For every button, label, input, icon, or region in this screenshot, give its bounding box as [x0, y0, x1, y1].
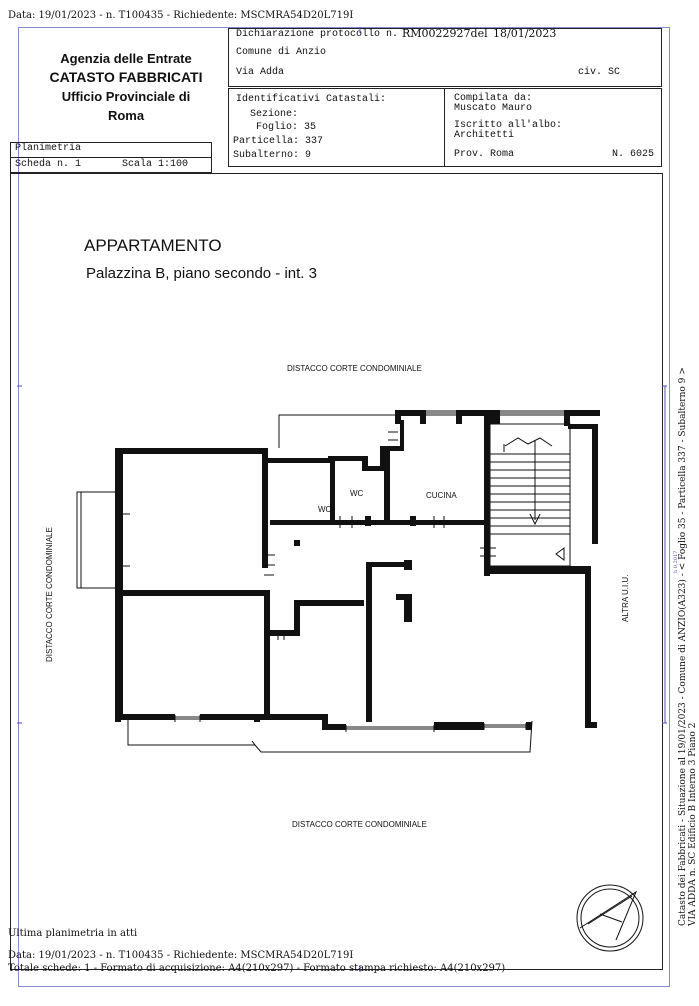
- distacco-left-label: DISTACCO CORTE CONDOMINIALE: [45, 527, 54, 662]
- compilata-name: Muscato Mauro: [454, 103, 533, 114]
- declaration-label: Dichiarazione protocollo n.: [236, 29, 399, 40]
- room-cucina-label: CUCINA: [426, 491, 457, 500]
- scala-label: Scala 1:100: [122, 159, 189, 170]
- via-label: Via Adda: [236, 67, 285, 78]
- plan-title: APPARTAMENTO: [84, 236, 222, 255]
- agency-name: Agenzia delle Entrate: [60, 51, 192, 66]
- side-catasto-line: Catasto dei Fabbricati - Situazione al 19/01/2023 - Comune di ANZIO(A323) - < Foglio 35 - Particella 337 - Subalterno 9 >: [678, 367, 688, 926]
- albo-label: Iscritto all'albo:: [454, 120, 563, 131]
- prov-label: Prov. Roma: [454, 149, 515, 160]
- foglio-label: Foglio: 35: [256, 122, 317, 133]
- room-wc1-label: WC: [318, 505, 332, 514]
- planimetria-title: Planimetria: [15, 143, 82, 154]
- subalterno-label: Subalterno: 9: [233, 150, 312, 161]
- footer-line1: Data: 19/01/2023 - n. T100435 - Richiedente: MSCMRA54D20L719I: [8, 950, 354, 961]
- identificativi-title: Identificativi Catastali:: [236, 94, 387, 105]
- civ-label: civ. SC: [578, 67, 621, 78]
- declaration-date: 18/01/2023: [493, 27, 557, 40]
- altra-uiu-label: ALTRA U.I.U.: [621, 574, 630, 622]
- comune-label: Comune di Anzio: [236, 47, 327, 58]
- ufficio-label: Ufficio Provinciale di: [61, 89, 191, 104]
- albo-value: Architetti: [454, 130, 515, 141]
- distacco-top-label: DISTACCO CORTE CONDOMINIALE: [287, 364, 422, 373]
- side-tiny-label: h 0,2017: [673, 550, 679, 573]
- ultima-planimetria: Ultima planimetria in atti: [8, 928, 138, 939]
- top-stamp: Data: 19/01/2023 - n. T100435 - Richiedente: MSCMRA54D20L719I: [8, 10, 354, 21]
- catasto-title: CATASTO FABBRICATI: [49, 69, 203, 85]
- footer-line2: Totale schede: 1 - Formato di acquisizione: A4(210x297) - Formato stampa richiesto: A4(210x297): [8, 963, 506, 974]
- declaration-number: RM0022927del: [402, 27, 488, 40]
- side-address-line: VIA ADDA n. SC Edificio B Interno 3 Piano 2: [688, 722, 698, 926]
- particella-label: Particella: 337: [233, 136, 324, 147]
- albo-number: N. 6025: [612, 149, 655, 160]
- scheda-label: Scheda n. 1: [15, 159, 82, 170]
- plan-subtitle: Palazzina B, piano secondo - int. 3: [86, 265, 317, 282]
- ufficio-city: Roma: [107, 108, 145, 123]
- sezione-label: Sezione:: [250, 109, 299, 120]
- distacco-bottom-label: DISTACCO CORTE CONDOMINIALE: [292, 820, 427, 829]
- room-wc2-label: WC: [350, 489, 364, 498]
- compilata-label: Compilata da:: [454, 93, 533, 104]
